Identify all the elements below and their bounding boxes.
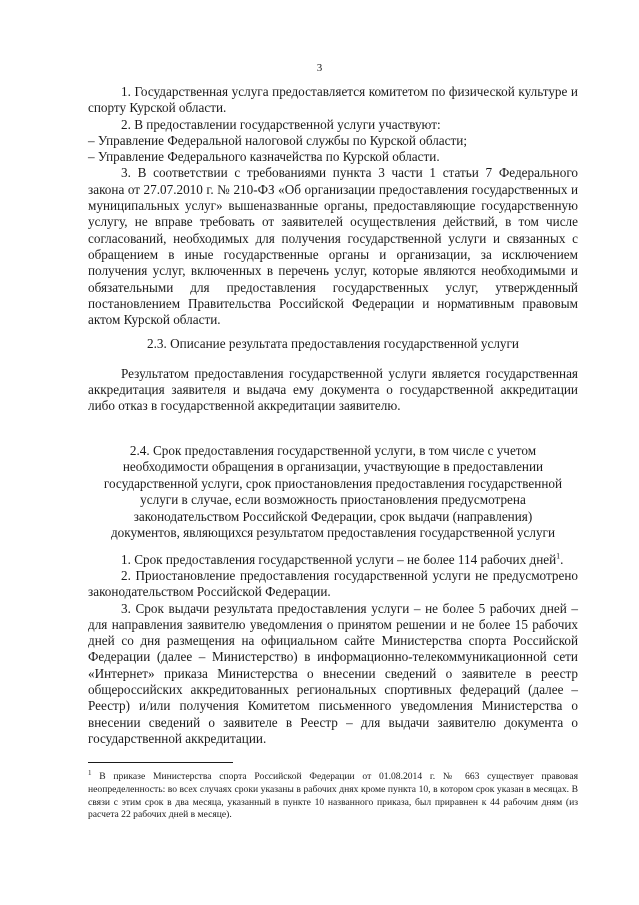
participant-item-tax-service: – Управление Федеральной налоговой службы по Курской области; xyxy=(88,132,467,148)
paragraph-3: 3. В соответствии с требованиями пункта 3 части 1 статьи 7 Федерального закона от 27.07.2010 г. № 210-ФЗ «Об организации предоставления государственных и муниципальных услуг» вышеназванные органы, предоставляющие государственную услугу, не вправе требовать от заявителей осуществления действий, в том числе согласований, необходимых для получения государственной услуги и связанных с обращением в иные государственные органы и организации, за исключением получения услуг, включенных в перечень услуг, которые являются необходимыми и обязательными для предоставления государственных услуг, утвержденный постановлением Правительства Российской Федерации и нормативным правовым актом Курской области. xyxy=(88,165,578,328)
section-2-4-heading: 2.4. Срок предоставления государственной услуги, в том числе с учетом необходимости обращения в организации, участвующие в предоставлении государственной услуги, срок приостановления предоставления государственной услуги в случае, если возможность приостановления предусмотрена законодательством Российской Федерации, срок выдачи (направления) документов, являющихся результатом предоставления государственной услуги xyxy=(103,442,563,541)
document-body xyxy=(88,84,578,747)
section-2-4-item-3: 3. Срок выдачи результата предоставления услуги – не более 5 рабочих дней – для направления заявителю уведомления о принятом решении и не более 15 рабочих дней со дня размещения на официальном сайте Министерства спорта Российской Федерации (далее – Министерство) в информационно-телекоммуникационной сети «Интернет» приказа Министерства о внесении сведений о заявителе в реестр общероссийских аккредитованных региональных спортивных федераций (далее – Реестр) и/или получения Комитетом письменного уведомления Министерства о внесении сведений о заявителе в Реестр – для выдачи заявителю документа о государственной аккредитации. xyxy=(88,600,578,746)
section-2-3-text: Результатом предоставления государственной услуги является государственная аккредитация заявителя и выдача ему документа о государственной аккредитации либо отказ в государственной аккредитации заявителю. xyxy=(88,365,578,414)
page-number: 3 xyxy=(316,62,323,74)
footnote-reference: 1 xyxy=(556,551,561,561)
section-2-3-heading: 2.3. Описание результата предоставления государственной услуги xyxy=(147,336,519,352)
participant-item-treasury: – Управление Федерального казначейства по Курской области. xyxy=(88,149,440,165)
section-2-4-item-2: 2. Приостановление предоставления государственной услуги не предусмотрено законодательством Российской Федерации. xyxy=(88,567,578,600)
item-1-text: 1. Срок предоставления государственной услуги – не более 114 рабочих дней xyxy=(121,551,557,567)
section-2-4-item-1 xyxy=(88,552,578,568)
footnote-marker: 1 xyxy=(88,768,92,777)
item-1-end: . xyxy=(560,551,564,567)
footnote-divider xyxy=(88,762,233,763)
paragraph-1: 1. Государственная услуга предоставляется комитетом по физической культуре и спорту Курской области. xyxy=(88,84,578,116)
footnote xyxy=(88,768,578,822)
footnote-text: В приказе Министерства спорта Российской Федерации от 01.08.2014 г. № 663 существует правовая неопределенность: во всех случаях сроки указаны в рабочих днях кроме пункта 10, в котором срок указан в месяцах. В связи с этим срок в два месяца, указанный в пункте 10 названного приказа, был приравнен к 44 рабочим дням (из расчета 22 рабочих дней в месяце). xyxy=(88,771,578,821)
paragraph-2: 2. В предоставлении государственной услуги участвуют: xyxy=(121,116,441,132)
